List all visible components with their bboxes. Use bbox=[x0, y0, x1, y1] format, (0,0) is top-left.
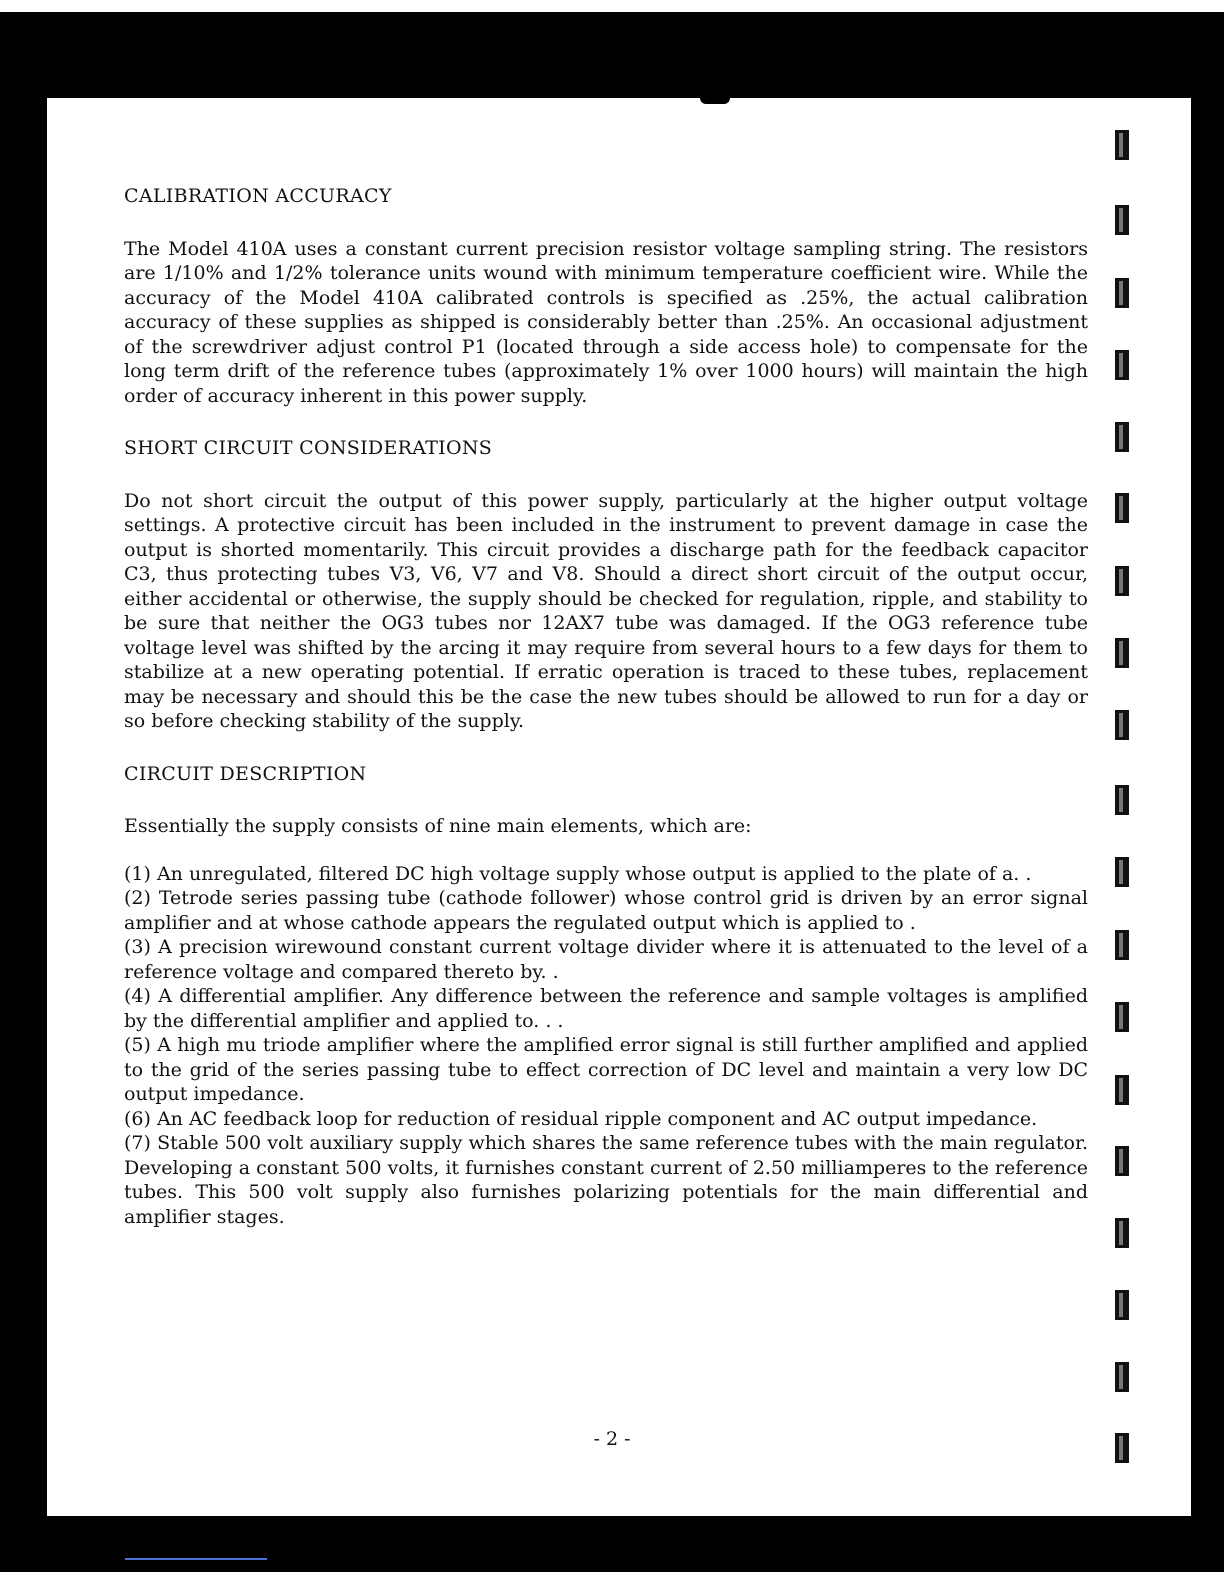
binding-mark bbox=[1115, 493, 1129, 523]
binding-mark bbox=[1115, 350, 1129, 380]
page-number: - 2 - bbox=[593, 1428, 631, 1450]
binding-mark bbox=[1115, 785, 1129, 815]
list-item: (7) Stable 500 volt auxiliary supply which shares the same reference tubes with the main regulator. Developing a constant 500 volts, it furnishes constant current of 2.50 milliamperes to the reference tubes. This 500 volt supply also furnishes polarizing potentials for the main differential and amplifier stages. bbox=[124, 1132, 1088, 1228]
binding-mark bbox=[1115, 205, 1129, 235]
list-item: (4) A differential amplifier. Any difference between the reference and sample voltages is amplified by the differential amplifier and applied to. . . bbox=[124, 985, 1088, 1032]
section-heading-short-circuit: SHORT CIRCUIT CONSIDERATIONS bbox=[124, 437, 493, 459]
scan-top-edge bbox=[0, 0, 1224, 12]
list-item: (3) A precision wirewound constant current voltage divider where it is attenuated to the level of a reference voltage and compared thereto by. . bbox=[124, 936, 1088, 983]
binding-mark bbox=[1115, 1218, 1129, 1248]
binding-mark bbox=[1115, 1433, 1129, 1463]
binding-mark bbox=[1115, 1362, 1129, 1392]
short-circuit-paragraph: Do not short circuit the output of this power supply, particularly at the higher output voltage settings. A protective circuit has been included in the instrument to prevent damage in case the output is shorted momentarily. This circuit provides a discharge path for the feedback capacitor C3, thus protecting tubes V3, V6, V7 and V8. Should a direct short circuit of the output occur, either accidental or otherwise, the supply should be checked for regulation, ripple, and stability to be sure that neither the OG3 tubes nor 12AX7 tube was damaged. If the OG3 reference tube voltage level was shifted by the arcing it may require from several hours to a few days for them to stabilize at a new operating potential. If erratic operation is traced to these tubes, replacement may be necessary and should this be the case the new tubes should be allowed to run for a day or so before checking stability of the supply. bbox=[124, 489, 1088, 732]
calibration-paragraph: The Model 410A uses a constant current precision resistor voltage sampling string. The resistors are 1/10% and 1/2% tolerance units wound with minimum temperature coefficient wire. While the accuracy of the Model 410A calibrated controls is specified as .25%, the actual calibration accuracy of these supplies as shipped is considerably better than .25%. An occasional adjustment of the screwdriver adjust control P1 (located through a side access hole) to compensate for the long term drift of the reference tubes (approximately 1% over 1000 hours) will maintain the high order of accuracy inherent in this power supply. bbox=[124, 237, 1088, 407]
binding-mark bbox=[1115, 930, 1129, 960]
list-item: (2) Tetrode series passing tube (cathode follower) whose control grid is driven by an error signal amplifier and at whose cathode appears the regulated output which is applied to . bbox=[124, 887, 1088, 934]
binding-mark bbox=[1115, 1290, 1129, 1320]
document-content bbox=[124, 184, 1088, 1229]
list-item: (6) An AC feedback loop for reduction of residual ripple component and AC output impedance. bbox=[124, 1107, 1038, 1130]
binding-mark bbox=[1115, 130, 1129, 160]
scan-bottom-edge bbox=[0, 1572, 1224, 1584]
binding-mark bbox=[1115, 857, 1129, 887]
section-heading-calibration: CALIBRATION ACCURACY bbox=[124, 185, 392, 207]
circuit-intro: Essentially the supply consists of nine main elements, which are: bbox=[124, 815, 752, 837]
scan-notch bbox=[700, 98, 730, 104]
scan-bottom-line bbox=[125, 1558, 267, 1560]
binding-mark bbox=[1115, 638, 1129, 668]
binding-mark bbox=[1115, 1146, 1129, 1176]
binding-mark bbox=[1115, 422, 1129, 452]
binding-mark bbox=[1115, 566, 1129, 596]
section-heading-circuit-description: CIRCUIT DESCRIPTION bbox=[124, 762, 367, 785]
binding-mark bbox=[1115, 1075, 1129, 1105]
binding-mark bbox=[1115, 710, 1129, 740]
binding-mark bbox=[1115, 278, 1129, 308]
list-item: (1) An unregulated, filtered DC high voltage supply whose output is applied to the plate of a. . bbox=[124, 862, 1032, 885]
binding-mark bbox=[1115, 1002, 1129, 1032]
list-item: (5) A high mu triode amplifier where the amplified error signal is still further amplified and applied to the grid of the series passing tube to effect correction of DC level and maintain a very low DC output impedance. bbox=[124, 1034, 1088, 1105]
